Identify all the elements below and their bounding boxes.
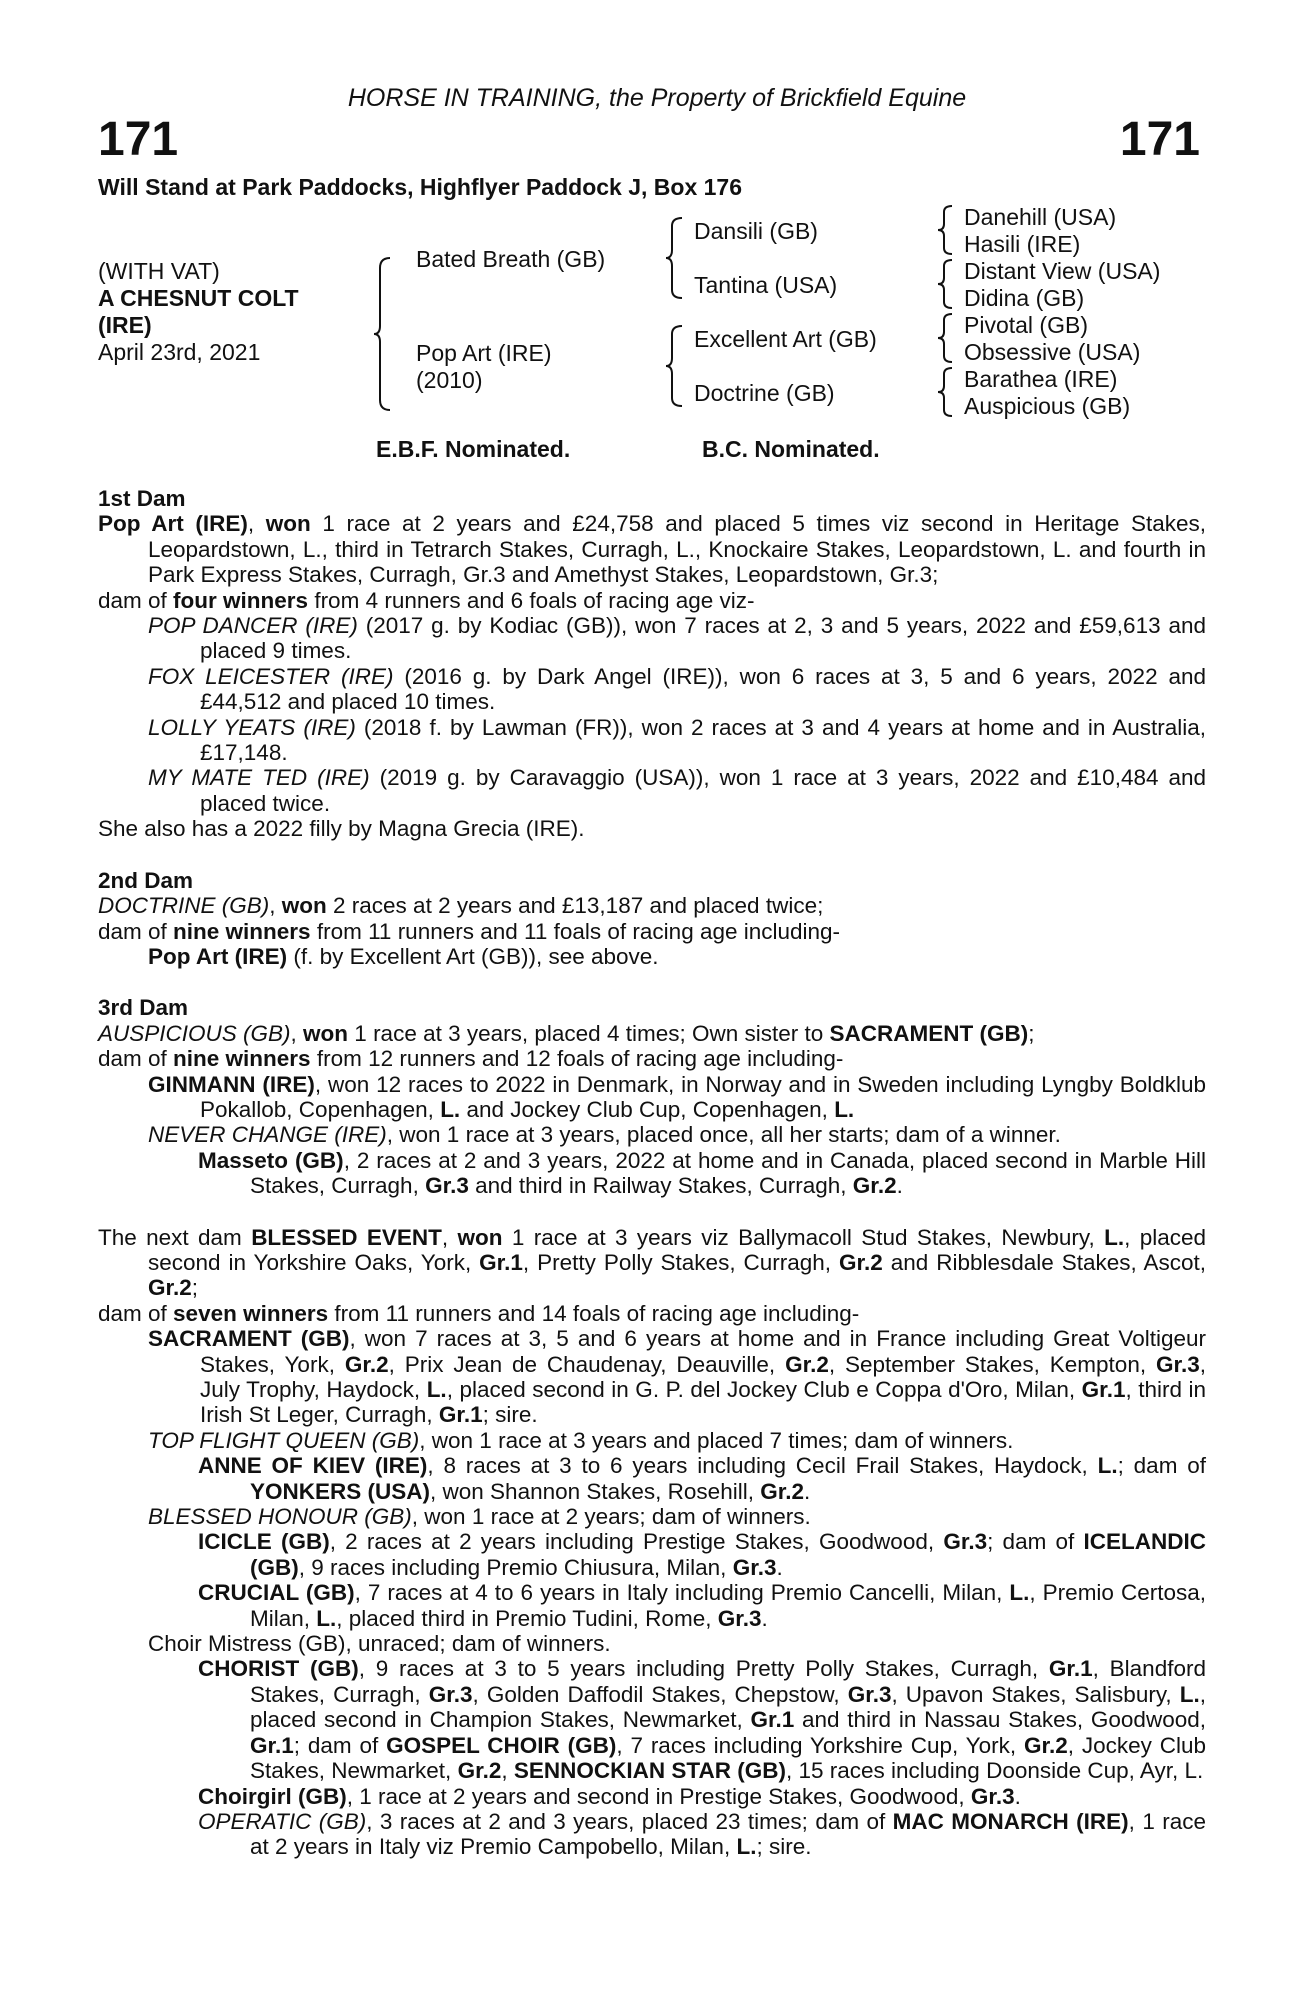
bold-run: L.	[426, 1377, 447, 1402]
first-dam-note: She also has a 2022 filly by Magna Grecia (IRE).	[98, 816, 585, 842]
italic-run: OPERATIC (GB)	[198, 1808, 367, 1834]
pedigree-g7: Barathea (IRE)	[964, 366, 1118, 392]
produce-entry: ANNE OF KIEV (IRE), 8 races at 3 to 6 years including Cecil Frail Stakes, Haydock, L.; dam of YONKERS (USA), won Shannon Stakes, Rosehill, Gr.2.	[198, 1453, 1206, 1504]
next-dam-record: The next dam BLESSED EVENT, won 1 race at 3 years viz Ballymacoll Stud Stakes, Newbury, L., placed second in Yorkshire Oaks, York, Gr.1, Pretty Polly Stakes, Curragh, Gr.2 and Ribblesdale Stakes, Ascot, Gr.2;	[98, 1224, 1206, 1301]
pedigree-dam-year: (2010)	[416, 367, 483, 393]
bold-run: L.	[834, 1096, 855, 1122]
produce-entry: Pop Art (IRE) (f. by Excellent Art (GB)), see above.	[148, 943, 659, 969]
bold-run: YONKERS (USA)	[250, 1478, 431, 1504]
horse-name: A CHESNUT COLT	[98, 285, 299, 311]
pedigree-sire: Bated Breath (GB)	[416, 246, 606, 272]
bold-run: won	[265, 511, 311, 537]
italic-run: AUSPICIOUS (GB)	[98, 1020, 291, 1046]
first-dam-produce-summary: dam of four winners from 4 runners and 6 foals of racing age viz-	[98, 587, 755, 613]
italic-run: NEVER CHANGE (IRE)	[148, 1122, 387, 1148]
lot-number-right: 171	[1119, 113, 1200, 166]
bold-run: Gr.1	[479, 1249, 523, 1275]
pedigree-sire-dam: Tantina (USA)	[694, 272, 838, 298]
pedigree-brace	[936, 366, 956, 418]
bold-run: CRUCIAL (GB)	[198, 1580, 355, 1606]
italic-run: BLESSED HONOUR (GB)	[148, 1504, 412, 1530]
foaling-date: April 23rd, 2021	[98, 339, 261, 365]
pedigree-dam-sire: Excellent Art (GB)	[694, 326, 877, 352]
bold-run: four winners	[173, 587, 309, 613]
bold-run: CHORIST (GB)	[198, 1656, 359, 1682]
produce-entry: CHORIST (GB), 9 races at 3 to 5 years including Pretty Polly Stakes, Curragh, Gr.1, Blandford Stakes, Curragh, Gr.3, Golden Daffodil Stakes, Chepstow, Gr.3, Upavon Stakes, Salisbury, L., placed second in Champion Stakes, Newmarket, Gr.1 and third in Nassau Stakes, Goodwood, Gr.1; dam of GOSPEL CHOIR (GB), 7 races including Yorkshire Cup, York, Gr.2, Jockey Club Stakes, Newmarket, Gr.2, SENNOCKIAN STAR (GB), 15 races including Doonside Cup, Ayr, L.	[198, 1656, 1206, 1784]
pedigree-sire-sire: Dansili (GB)	[694, 218, 818, 244]
bold-run: Pop Art (IRE)	[148, 943, 288, 969]
produce-entry: BLESSED HONOUR (GB), won 1 race at 2 years; dam of winners.	[148, 1504, 811, 1530]
produce-entry: OPERATIC (GB), 3 races at 2 and 3 years, placed 23 times; dam of MAC MONARCH (IRE), 1 race at 2 years in Italy viz Premio Campobello, Milan, L.; sire.	[198, 1808, 1206, 1860]
italic-run: FOX LEICESTER (IRE)	[148, 663, 394, 689]
bold-run: nine winners	[173, 1046, 311, 1072]
bold-run: Gr.1	[750, 1707, 795, 1733]
bold-run: ICICLE (GB)	[198, 1529, 330, 1555]
pedigree-g4: Didina (GB)	[964, 285, 1085, 311]
lot-number-left: 171	[98, 113, 179, 166]
italic-run: DOCTRINE (GB)	[98, 893, 270, 919]
bold-run: L.	[736, 1834, 757, 1860]
second-dam-produce-summary: dam of nine winners from 11 runners and 11 foals of racing age including-	[98, 918, 841, 944]
first-dam-record: Pop Art (IRE), won 1 race at 2 years and £24,758 and placed 5 times viz second in Heritage Stakes, Leopardstown, L., third in Tetrarch Stakes, Curragh, L., Knockaire Stakes, Leopardstown, L. and fourth in Park Express Stakes, Curragh, Gr.3 and Amethyst Stakes, Leopardstown, Gr.3;	[98, 511, 1207, 588]
bold-run: L.	[1179, 1681, 1200, 1707]
second-dam-heading: 2nd Dam	[98, 867, 194, 893]
bold-run: Gr.2	[760, 1478, 804, 1504]
pedigree-g3: Distant View (USA)	[964, 258, 1161, 284]
bold-run: GINMANN (IRE)	[148, 1071, 315, 1097]
produce-entry: LOLLY YEATS (IRE) (2018 f. by Lawman (FR)), won 2 races at 3 and 4 years at home and in Australia, £17,148.	[148, 714, 1206, 766]
italic-run: MY MATE TED (IRE)	[148, 765, 370, 791]
first-dam-heading: 1st Dam	[98, 486, 186, 511]
bold-run: SACRAMENT (GB)	[829, 1020, 1029, 1046]
pedigree-g5: Pivotal (GB)	[964, 312, 1088, 338]
bold-run: L.	[1097, 1453, 1118, 1479]
next-dam-produce-summary: dam of seven winners from 11 runners and 14 foals of racing age including-	[98, 1300, 860, 1326]
bold-run: Gr.2	[457, 1758, 502, 1784]
bold-run: won	[281, 893, 327, 919]
bold-run: Gr.3	[717, 1605, 762, 1631]
bold-run: Gr.3	[428, 1681, 473, 1707]
catalogue-header: HORSE IN TRAINING, the Property of Brickfield Equine	[347, 84, 967, 112]
pedigree-g2: Hasili (IRE)	[964, 231, 1081, 257]
bold-run: won	[457, 1224, 503, 1250]
bold-run: Gr.1	[1081, 1377, 1126, 1402]
bold-run: Gr.3	[425, 1173, 469, 1199]
pedigree-brace	[372, 256, 394, 412]
bold-run: Gr.1	[438, 1402, 483, 1428]
bold-run: SACRAMENT (GB)	[148, 1326, 350, 1352]
pedigree-brace	[936, 258, 956, 310]
bold-run: GOSPEL CHOIR (GB)	[386, 1732, 617, 1758]
catalogue-body	[98, 486, 1206, 1860]
bold-run: L.	[316, 1605, 337, 1631]
bold-run: Gr.1	[250, 1732, 294, 1758]
bold-run: Gr.2	[839, 1249, 883, 1275]
bold-run: BLESSED EVENT	[251, 1224, 442, 1250]
bold-run: Gr.2	[344, 1351, 389, 1377]
bold-run: Gr.3	[847, 1681, 892, 1707]
produce-entry: POP DANCER (IRE) (2017 g. by Kodiac (GB)), won 7 races at 2, 3 and 5 years, 2022 and £59,613 and placed 9 times.	[148, 613, 1206, 664]
bold-run: Gr.3	[1155, 1351, 1200, 1377]
bold-run: Gr.2	[852, 1173, 897, 1199]
pedigree-dam-dam: Doctrine (GB)	[694, 380, 835, 406]
produce-entry: ICICLE (GB), 2 races at 2 years including Prestige Stakes, Goodwood, Gr.3; dam of ICELANDIC (GB), 9 races including Premio Chiusura, Milan, Gr.3.	[198, 1529, 1206, 1580]
pedigree-g1: Danehill (USA)	[964, 204, 1117, 230]
bold-run: won	[303, 1020, 349, 1046]
italic-run: LOLLY YEATS (IRE)	[148, 714, 356, 740]
produce-entry: CRUCIAL (GB), 7 races at 4 to 6 years in Italy including Premio Cancelli, Milan, L., Premio Certosa, Milan, L., placed third in Premio Tudini, Rome, Gr.3.	[198, 1580, 1206, 1631]
pedigree-dam: Pop Art (IRE)	[416, 340, 552, 366]
bold-run: Pop Art (IRE)	[98, 511, 248, 537]
bold-run: L.	[440, 1096, 461, 1122]
produce-entry: Masseto (GB), 2 races at 2 and 3 years, 2022 at home and in Canada, placed second in Marble Hill Stakes, Curragh, Gr.3 and third in Railway Stakes, Curragh, Gr.2.	[198, 1147, 1206, 1199]
second-dam-record: DOCTRINE (GB), won 2 races at 2 years and £13,187 and placed twice;	[98, 893, 824, 919]
bold-run: Gr.2	[1023, 1732, 1068, 1758]
third-dam-record: AUSPICIOUS (GB), won 1 race at 3 years, placed 4 times; Own sister to SACRAMENT (GB);	[98, 1020, 1035, 1046]
produce-entry: Choirgirl (GB), 1 race at 2 years and second in Prestige Stakes, Goodwood, Gr.3.	[198, 1783, 1021, 1809]
horse-name-suffix: (IRE)	[98, 312, 152, 338]
stabling-location: Will Stand at Park Paddocks, Highflyer Paddock J, Box 176	[98, 174, 742, 200]
bold-run: Gr.1	[1048, 1656, 1093, 1682]
bold-run: seven winners	[173, 1300, 329, 1326]
produce-entry: GINMANN (IRE), won 12 races to 2022 in Denmark, in Norway and in Sweden including Lyngby Boldklub Pokallob, Copenhagen, L. and Jockey Club Cup, Copenhagen, L.	[148, 1071, 1207, 1122]
bold-run: Gr.2	[785, 1351, 829, 1377]
pedigree-brace	[664, 324, 686, 408]
vat-note: (WITH VAT)	[98, 258, 220, 284]
bold-run: ICELANDIC (GB)	[250, 1529, 1206, 1580]
italic-run: TOP FLIGHT QUEEN (GB)	[148, 1427, 420, 1453]
bc-nomination: B.C. Nominated.	[702, 436, 880, 462]
bold-run: Gr.3	[732, 1554, 777, 1580]
bold-run: Gr.3	[943, 1529, 988, 1555]
pedigree-brace	[936, 312, 956, 364]
bold-run: SENNOCKIAN STAR (GB)	[513, 1758, 786, 1784]
produce-entry: MY MATE TED (IRE) (2019 g. by Caravaggio (USA)), won 1 race at 3 years, 2022 and £10,484 and placed twice.	[148, 765, 1207, 816]
bold-run: Gr.3	[970, 1783, 1015, 1809]
third-dam-produce-summary: dam of nine winners from 12 runners and 12 foals of racing age including-	[98, 1046, 844, 1072]
third-dam-heading: 3rd Dam	[98, 995, 189, 1021]
bold-run: Choirgirl (GB)	[198, 1783, 347, 1809]
produce-entry: NEVER CHANGE (IRE), won 1 race at 3 years, placed once, all her starts; dam of a winner.	[148, 1122, 1061, 1148]
bold-run: Gr.2	[148, 1275, 192, 1301]
ebf-nomination: E.B.F. Nominated.	[376, 436, 571, 462]
produce-entry: FOX LEICESTER (IRE) (2016 g. by Dark Angel (IRE)), won 6 races at 3, 5 and 6 years, 2022 and £44,512 and placed 10 times.	[148, 663, 1206, 715]
pedigree-g6: Obsessive (USA)	[964, 339, 1141, 365]
produce-entry: SACRAMENT (GB), won 7 races at 3, 5 and 6 years at home and in France including Great Voltigeur Stakes, York, Gr.2, Prix Jean de Chaudenay, Deauville, Gr.2, September Stakes, Kempton, Gr.3, July Trophy, Haydock, L., placed second in G. P. del Jockey Club e Coppa d'Oro, Milan, Gr.1, third in Irish St Leger, Curragh, Gr.1; sire.	[148, 1326, 1206, 1428]
bold-run: ANNE OF KIEV (IRE)	[198, 1453, 428, 1479]
bold-run: L.	[1009, 1580, 1030, 1606]
bold-run: Masseto (GB)	[198, 1147, 344, 1173]
produce-entry: TOP FLIGHT QUEEN (GB), won 1 race at 3 years and placed 7 times; dam of winners.	[148, 1427, 1014, 1453]
bold-run: nine winners	[173, 918, 311, 944]
italic-run: POP DANCER (IRE)	[148, 613, 358, 639]
pedigree-brace	[664, 216, 686, 300]
pedigree-g8: Auspicious (GB)	[964, 393, 1131, 419]
pedigree-brace	[936, 204, 956, 256]
bold-run: MAC MONARCH (IRE)	[892, 1808, 1129, 1834]
bold-run: L.	[1104, 1224, 1125, 1250]
produce-entry: Choir Mistress (GB), unraced; dam of winners.	[148, 1631, 611, 1657]
